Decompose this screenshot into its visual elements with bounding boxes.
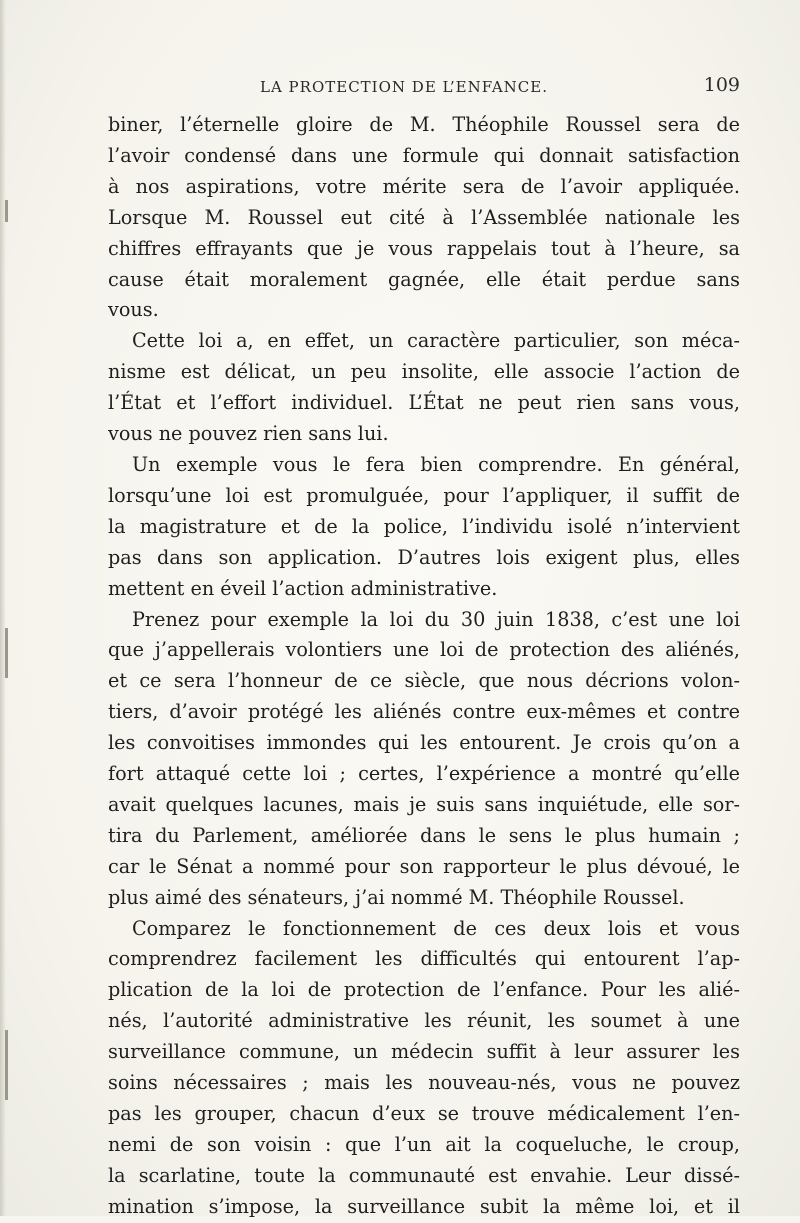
text-line: plus aimé des sénateurs, j’ai nommé M. Théophile Roussel. <box>108 885 685 909</box>
text-line: Comparez le fonctionnement de ces deux lois et vous <box>132 916 740 940</box>
page-header <box>108 74 740 104</box>
text-line: la scarlatine, toute la communauté est envahie. Leur dissé- <box>108 1163 740 1187</box>
margin-mark <box>5 200 8 222</box>
text-line: surveillance commune, un médecin suffit à leur assurer les <box>108 1040 740 1064</box>
text-line: chiffres effrayants que je vous rappelais tout à l’heure, sa <box>108 236 740 260</box>
text-line: car le Sénat a nommé pour son rapporteur le plus dévoué, le <box>108 854 740 878</box>
text-line: nés, l’autorité administrative les réunit, les soumet à une <box>108 1009 740 1033</box>
text-line: l’avoir condensé dans une formule qui donnait satisfaction <box>108 143 740 167</box>
text-line: fort attaqué cette loi ; certes, l’expérience a montré qu’elle <box>108 762 740 786</box>
paragraph <box>108 914 740 1223</box>
text-line: plication de la loi de protection de l’enfance. Pour les alié- <box>108 978 740 1002</box>
text-line: soins nécessaires ; mais les nouveau-nés, vous ne pouvez <box>108 1071 740 1095</box>
text-line: à nos aspirations, votre mérite sera de l’avoir appliquée. <box>108 174 740 198</box>
text-line: Cette loi a, en effet, un caractère particulier, son méca- <box>132 329 740 353</box>
text-line: et ce sera l’honneur de ce siècle, que nous décrions volon- <box>108 669 740 693</box>
text-line: mettent en éveil l’action administrative. <box>108 576 498 600</box>
text-line: pas dans son application. D’autres lois exigent plus, elles <box>108 545 740 569</box>
paragraph <box>108 450 740 605</box>
text-line: Lorsque M. Roussel eut cité à l’Assemblée nationale les <box>108 205 740 229</box>
text-line: mination s’impose, la surveillance subit la même loi, et il <box>108 1194 740 1218</box>
text-line: que j’appellerais volontiers une loi de protection des aliénés, <box>108 638 740 662</box>
paragraph <box>108 326 740 450</box>
text-line: l’État et l’effort individuel. L’État ne peut rien sans vous, <box>108 391 740 415</box>
text-line: Prenez pour exemple la loi du 30 juin 1838, c’est une loi <box>132 607 740 631</box>
text-line: tira du Parlement, améliorée dans le sens le plus humain ; <box>108 823 740 847</box>
text-line: les convoitises immondes qui les entourent. Je crois qu’on a <box>108 731 740 755</box>
paragraph <box>108 110 740 326</box>
text-line: avait quelques lacunes, mais je suis sans inquiétude, elle sor- <box>108 792 740 816</box>
text-line: Un exemple vous le fera bien comprendre. En général, <box>132 452 740 476</box>
text-line: lorsqu’une loi est promulguée, pour l’appliquer, il suffit de <box>108 483 740 507</box>
paragraph <box>108 605 740 914</box>
margin-mark <box>5 628 8 678</box>
margin-mark <box>5 1030 8 1100</box>
body-text <box>108 110 740 1223</box>
page-number: 109 <box>703 74 740 96</box>
text-line: vous. <box>108 298 159 322</box>
text-line: biner, l’éternelle gloire de M. Théophile Roussel sera de <box>108 113 740 136</box>
text-line: la magistrature et de la police, l’individu isolé n’intervient <box>108 514 740 538</box>
text-line: nemi de son voisin : que l’un ait la coqueluche, le croup, <box>108 1132 740 1156</box>
text-line: cause était moralement gagnée, elle était perdue sans <box>108 267 740 291</box>
text-line: nisme est délicat, un peu insolite, elle associe l’action de <box>108 360 740 384</box>
running-title: LA PROTECTION DE L’ENFANCE. <box>260 78 549 96</box>
text-line: comprendrez facilement les difficultés qui entourent l’ap- <box>108 947 740 971</box>
text-line: vous ne pouvez rien sans lui. <box>108 422 389 446</box>
text-line: tiers, d’avoir protégé les aliénés contre eux-mêmes et contre <box>108 700 740 724</box>
text-line: pas les grouper, chacun d’eux se trouve médicalement l’en- <box>108 1102 740 1125</box>
